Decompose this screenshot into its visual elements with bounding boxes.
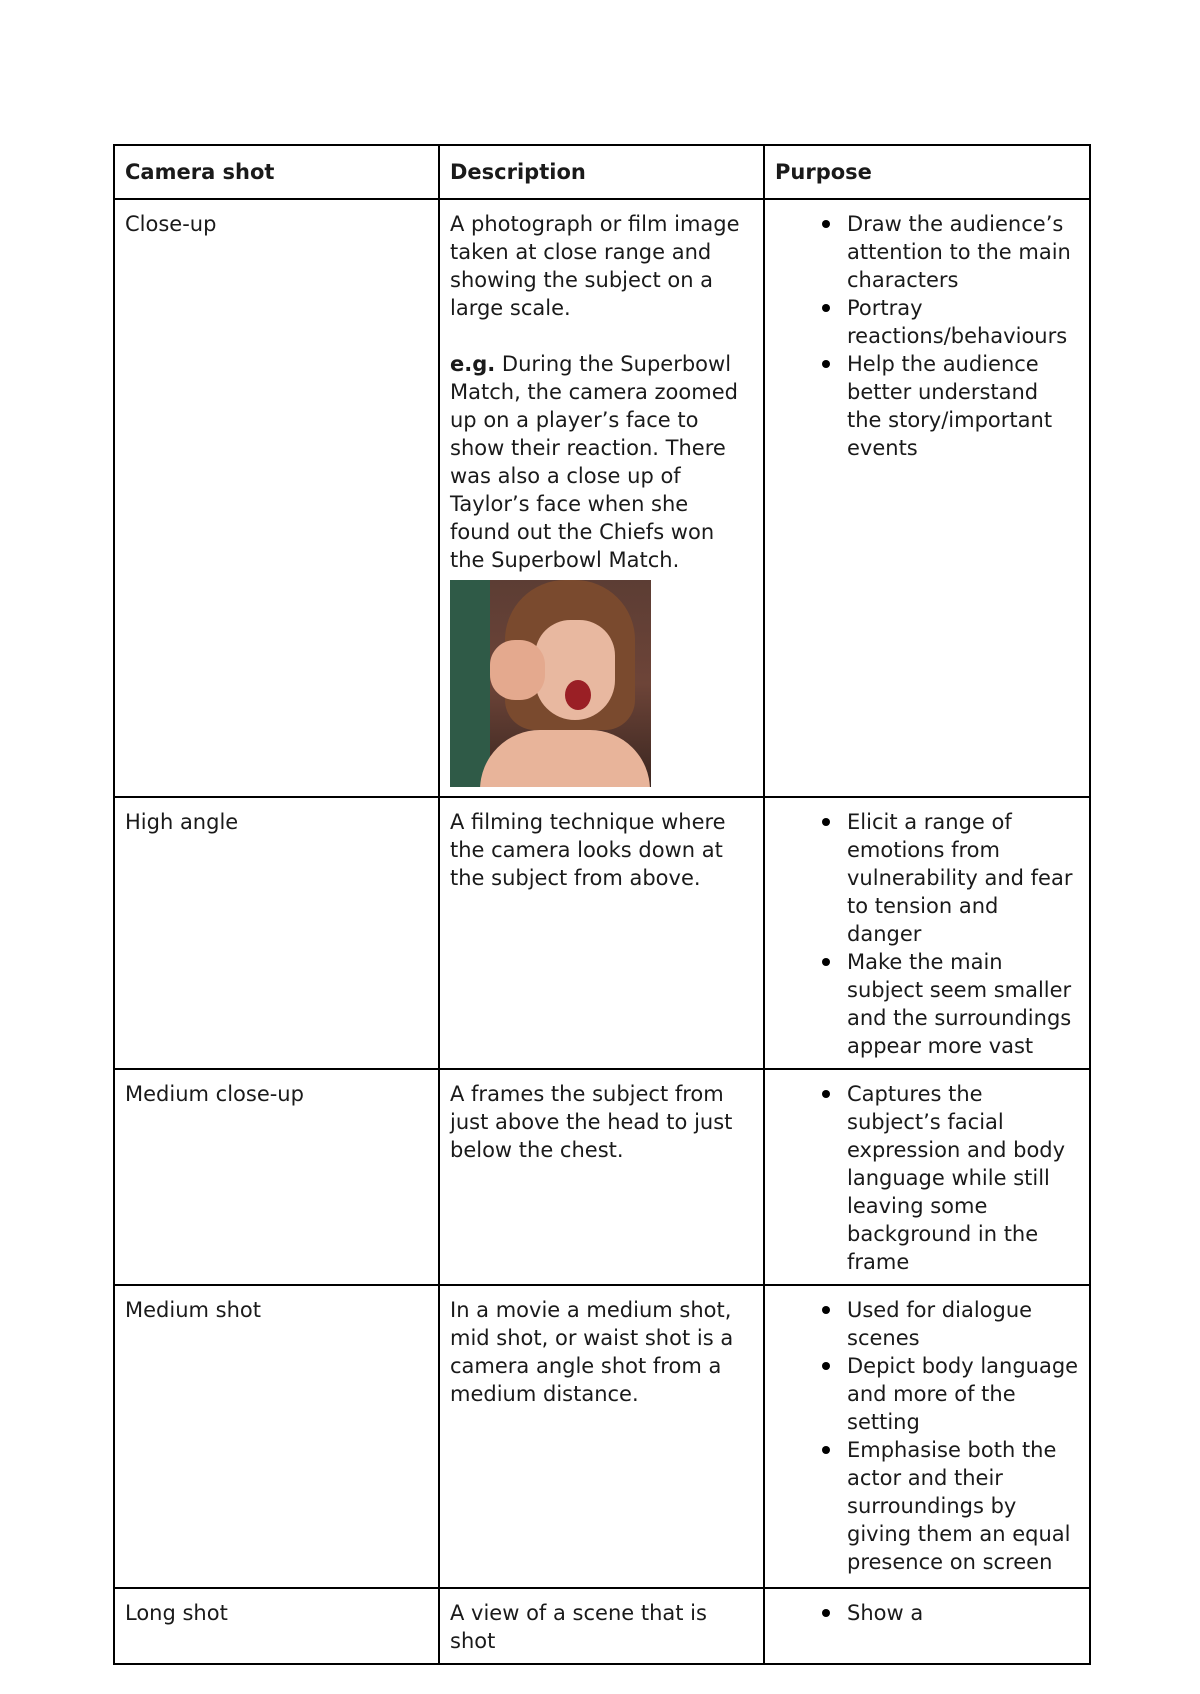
close-up-photo	[450, 580, 651, 787]
purpose-cell	[764, 1588, 1090, 1664]
shot-name-cell: Close-up	[114, 199, 439, 797]
list-item: Captures the subject’s facial expression and body language while still leaving some background in the frame	[775, 1080, 1079, 1276]
description-cell: A view of a scene that is shot	[439, 1588, 764, 1664]
list-item: Portray reactions/behaviours	[775, 294, 1079, 350]
table-row	[114, 797, 1090, 1069]
description-cell: In a movie a medium shot, mid shot, or waist shot is a camera angle shot from a medium distance.	[439, 1285, 764, 1588]
description-text: A photograph or film image taken at close range and showing the subject on a large scale.	[450, 212, 740, 320]
example-body: During the Superbowl Match, the camera zoomed up on a player’s face to show their reaction. There was also a close up of Taylor’s face when she found out the Chiefs won the Superbowl Match.	[450, 352, 738, 572]
table-row	[114, 1069, 1090, 1285]
purpose-list	[775, 1296, 1079, 1576]
purpose-cell	[764, 797, 1090, 1069]
list-item: Show a	[775, 1599, 1079, 1627]
list-item: Make the main subject seem smaller and the surroundings appear more vast	[775, 948, 1079, 1060]
purpose-cell	[764, 199, 1090, 797]
purpose-list	[775, 808, 1079, 1060]
purpose-cell	[764, 1285, 1090, 1588]
shot-name-cell: Long shot	[114, 1588, 439, 1664]
table-header-row	[114, 145, 1090, 199]
list-item: Depict body language and more of the setting	[775, 1352, 1079, 1436]
shot-name-cell: High angle	[114, 797, 439, 1069]
list-item: Draw the audience’s attention to the main characters	[775, 210, 1079, 294]
table-row	[114, 1285, 1090, 1588]
purpose-cell	[764, 1069, 1090, 1285]
header-camera-shot: Camera shot	[114, 145, 439, 199]
table-row	[114, 1588, 1090, 1664]
list-item: Emphasise both the actor and their surroundings by giving them an equal presence on screen	[775, 1436, 1079, 1576]
shot-name-cell: Medium shot	[114, 1285, 439, 1588]
shot-name-cell: Medium close-up	[114, 1069, 439, 1285]
table-row	[114, 199, 1090, 797]
list-item: Used for dialogue scenes	[775, 1296, 1079, 1352]
header-description: Description	[439, 145, 764, 199]
list-item: Help the audience better understand the story/important events	[775, 350, 1079, 462]
camera-shots-table	[113, 144, 1091, 1665]
purpose-list	[775, 210, 1079, 462]
list-item: Elicit a range of emotions from vulnerability and fear to tension and danger	[775, 808, 1079, 948]
example-label: e.g.	[450, 352, 496, 376]
description-cell	[439, 199, 764, 797]
header-purpose: Purpose	[764, 145, 1090, 199]
purpose-list	[775, 1599, 1079, 1627]
description-cell: A filming technique where the camera looks down at the subject from above.	[439, 797, 764, 1069]
purpose-list	[775, 1080, 1079, 1276]
description-cell: A frames the subject from just above the head to just below the chest.	[439, 1069, 764, 1285]
example-text	[450, 350, 753, 574]
